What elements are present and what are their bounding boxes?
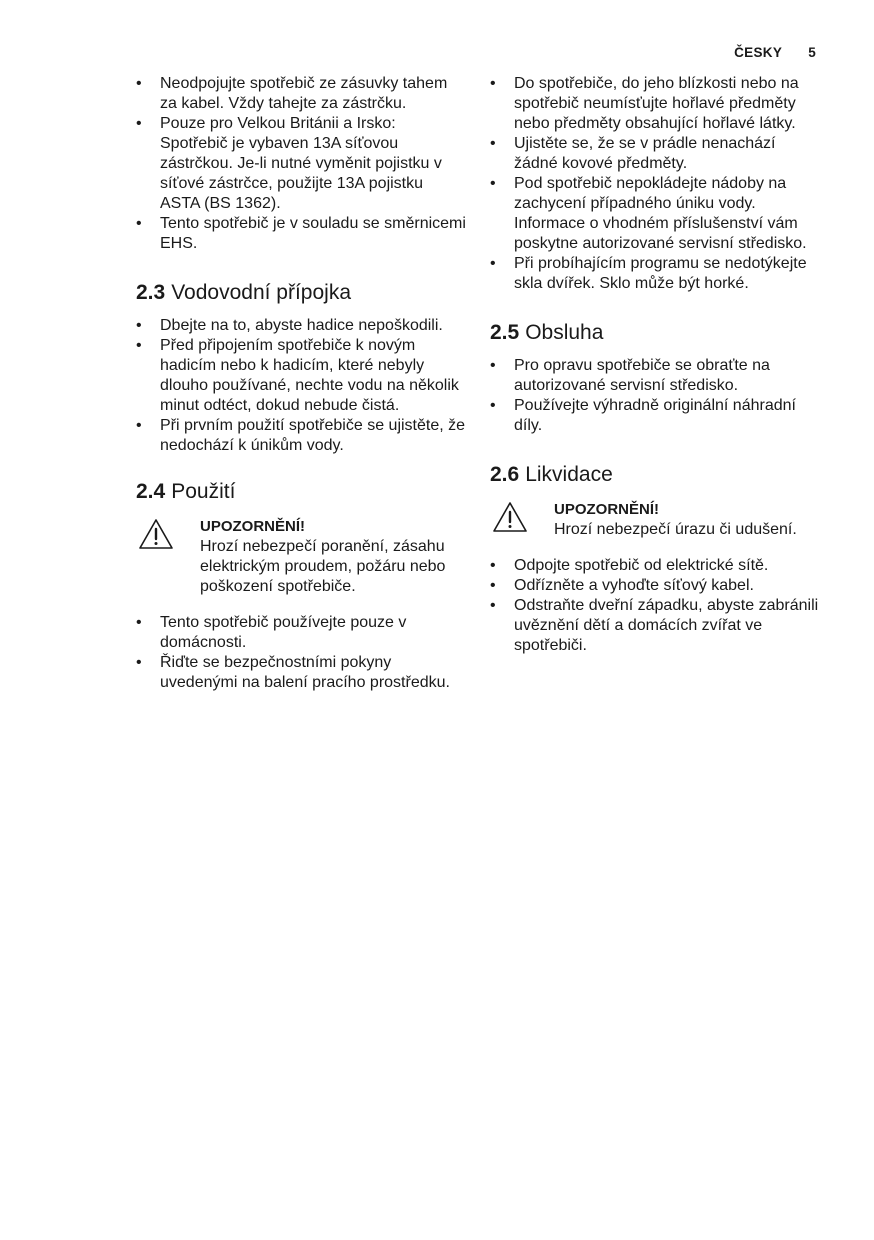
section-2-4-list [136, 613, 466, 693]
language-label: ČESKY [734, 45, 783, 60]
section-heading-2-5 [490, 320, 820, 346]
list-item: • Pod spotřebič nepokládejte nádoby na zachycení případného úniku vody. Informace o vhodném příslušenství vám poskytne autorizované servisní středisko. [490, 174, 820, 254]
warning-box [490, 500, 820, 540]
section-number: 2.5 [490, 321, 520, 344]
list-item: • Do spotřebiče, do jeho blízkosti nebo na spotřebič neumísťujte hořlavé předměty nebo předměty obsahující hořlavé látky. [490, 74, 820, 134]
warning-text: Hrozí nebezpečí úrazu či udušení. [554, 521, 797, 538]
list-item: • Tento spotřebič používejte pouze v domácnosti. [136, 613, 466, 653]
page-header [734, 45, 816, 60]
intro-list-right [490, 74, 820, 294]
section-number: 2.3 [136, 281, 166, 304]
list-item: • Odřízněte a vyhoďte síťový kabel. [490, 576, 820, 596]
warning-text: Hrozí nebezpečí poranění, zásahu elektrickým proudem, požáru nebo poškození spotřebiče. [200, 538, 446, 595]
section-heading-2-6 [490, 462, 820, 488]
page-number: 5 [808, 45, 816, 60]
section-title: Obsluha [525, 321, 604, 344]
list-item: • Při prvním použití spotřebiče se ujistěte, že nedochází k únikům vody. [136, 416, 466, 456]
list-item: • Dbejte na to, abyste hadice nepoškodili. [136, 316, 466, 336]
warning-triangle-icon [138, 517, 174, 551]
list-item: • Ujistěte se, že se v prádle nenachází žádné kovové předměty. [490, 134, 820, 174]
list-item: • Pouze pro Velkou Británii a Irsko: Spotřebič je vybaven 13A síťovou zástrčkou. Je-li nutné vyměnit pojistku v síťové zástrčce, použijte 13A pojistku ASTA (BS 1362). [136, 114, 466, 214]
list-item: • Řiďte se bezpečnostními pokyny uvedenými na balení pracího prostředku. [136, 653, 466, 693]
warning-box [136, 517, 466, 597]
list-item: • Při probíhajícím programu se nedotýkejte skla dvířek. Sklo může být horké. [490, 254, 820, 294]
list-item: • Pro opravu spotřebiče se obraťte na autorizované servisní středisko. [490, 356, 820, 396]
section-number: 2.6 [490, 463, 520, 486]
intro-list-left [136, 74, 466, 254]
warning-title: UPOZORNĚNÍ! [200, 518, 305, 535]
warning-title: UPOZORNĚNÍ! [554, 501, 659, 518]
list-item: • Používejte výhradně originální náhradní díly. [490, 396, 820, 436]
list-item: • Tento spotřebič je v souladu se směrnicemi EHS. [136, 214, 466, 254]
section-2-3-list [136, 316, 466, 456]
list-item: • Odstraňte dveřní západku, abyste zabránili uvěznění dětí a domácích zvířat ve spotřebiči. [490, 596, 820, 656]
warning-triangle-icon [492, 500, 528, 534]
section-heading-2-3 [136, 280, 466, 306]
right-column [490, 74, 820, 656]
list-item: • Před připojením spotřebiče k novým hadicím nebo k hadicím, které nebyly dlouho používané, nechte vodu na několik minut odtéct, dokud nebude čistá. [136, 336, 466, 416]
list-item: • Neodpojujte spotřebič ze zásuvky tahem za kabel. Vždy tahejte za zástrčku. [136, 74, 466, 114]
section-2-5-list [490, 356, 820, 436]
section-number: 2.4 [136, 480, 166, 503]
list-item: • Odpojte spotřebič od elektrické sítě. [490, 556, 820, 576]
section-title: Použití [171, 480, 236, 503]
section-heading-2-4 [136, 479, 466, 505]
section-title: Likvidace [525, 463, 613, 486]
section-title: Vodovodní přípojka [171, 281, 352, 304]
section-2-6-list [490, 556, 820, 656]
left-column [136, 74, 466, 693]
